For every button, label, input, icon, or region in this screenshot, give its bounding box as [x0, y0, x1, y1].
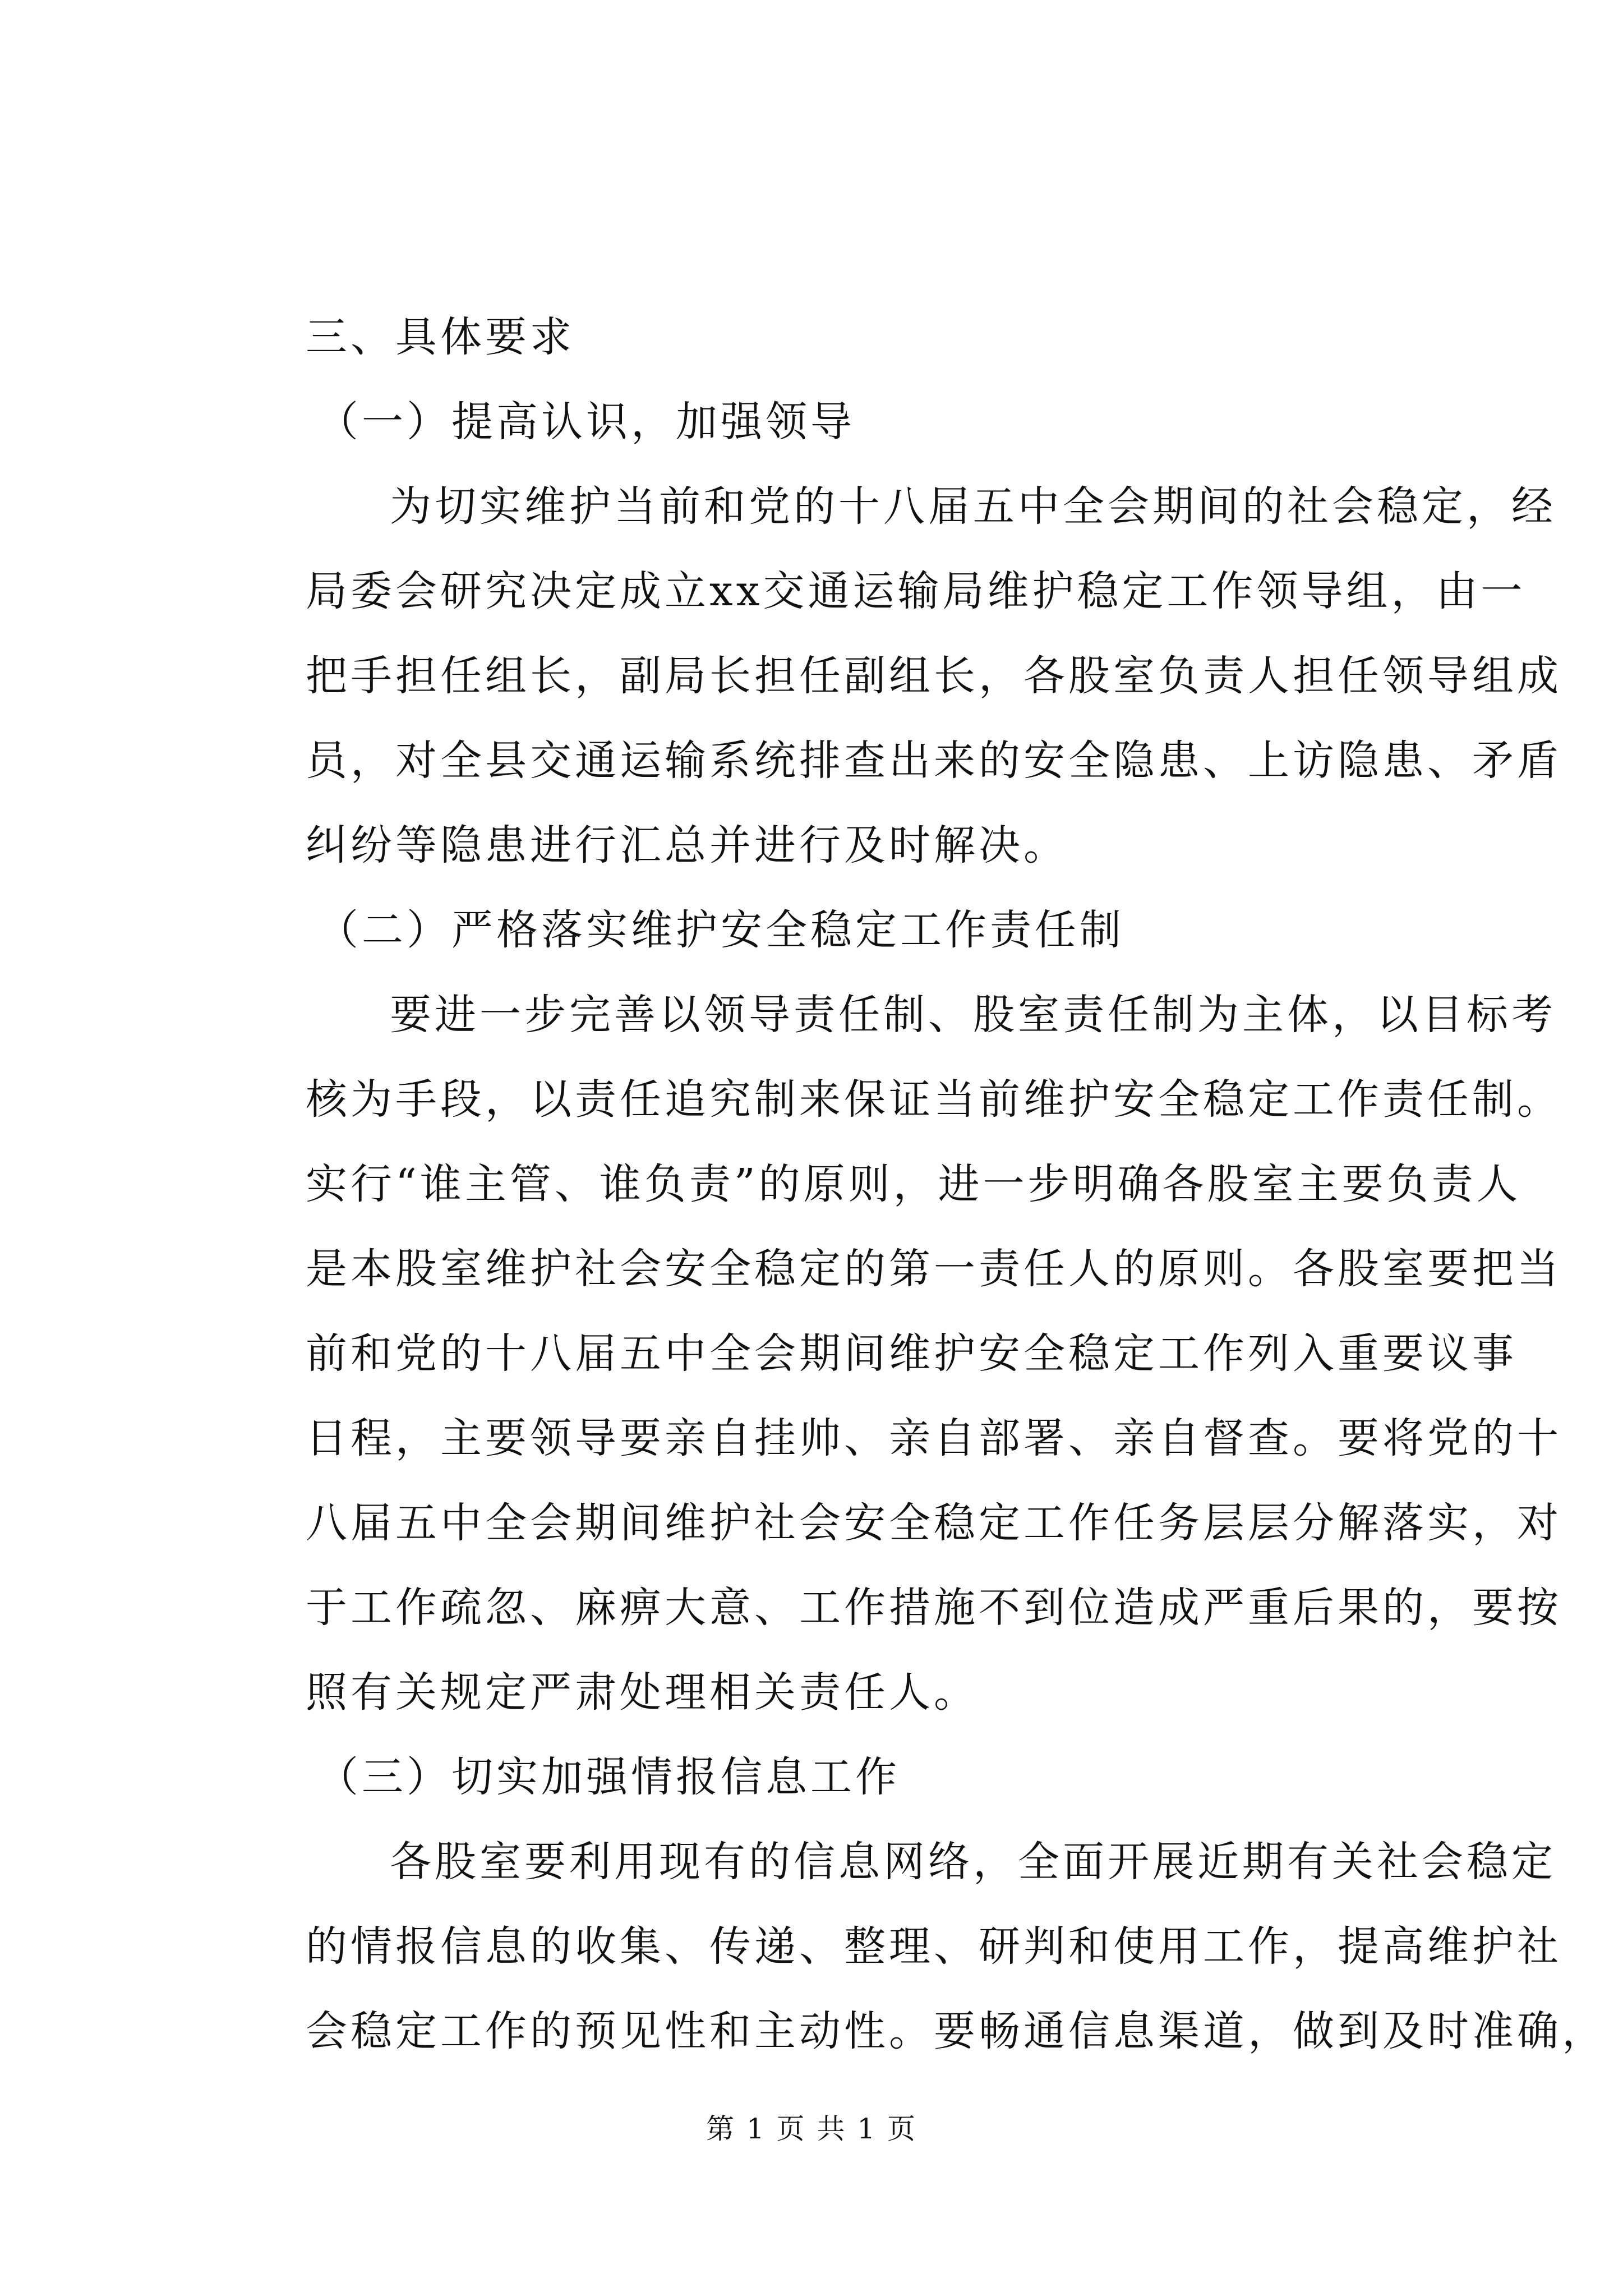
document-body [306, 295, 1607, 2074]
paragraph-2-line-5: 前和党的十八届五中全会期间维护安全稳定工作列入重要议事 [306, 1329, 1517, 1378]
paragraph-1-line-5: 纠纷等隐患进行汇总并进行及时解决。 [306, 821, 1068, 869]
section-title: 三、具体要求 [306, 313, 575, 361]
paragraph-3-line-3: 会稳定工作的预见性和主动性。要畅通信息渠道，做到及时准确， [306, 2007, 1607, 2055]
page-footer: 第 1 页 共 1 页 [706, 2113, 917, 2145]
paragraph-2-line-6: 日程，主要领导要亲自挂帅、亲自部署、亲自督查。要将党的十 [306, 1414, 1562, 1462]
paragraph-2-line-8: 于工作疏忽、麻痹大意、工作措施不到位造成严重后果的，要按 [306, 1584, 1562, 1632]
paragraph-2-line-4: 是本股室维护社会安全稳定的第一责任人的原则。各股室要把当 [306, 1245, 1562, 1293]
paragraph-2-line-1: 要进一步完善以领导责任制、股室责任制为主体，以目标考 [390, 991, 1556, 1039]
paragraph-1-line-3: 把手担任组长，副局长担任副组长，各股室负责人担任领导组成 [306, 652, 1562, 700]
paragraph-2-line-3: 实行“谁主管、谁负责”的原则，进一步明确各股室主要负责人 [306, 1160, 1521, 1208]
paragraph-2-line-2: 核为手段，以责任追究制来保证当前维护安全稳定工作责任制。 [306, 1075, 1562, 1124]
paragraph-1-line-4: 员，对全县交通运输系统排查出来的安全隐患、上访隐患、矛盾 [306, 737, 1562, 785]
subsection-title-3: （三）切实加强情报信息工作 [317, 1753, 900, 1801]
subsection-title-2: （二）严格落实维护安全稳定工作责任制 [317, 906, 1124, 954]
paragraph-1-line-1: 为切实维护当前和党的十八届五中全会期间的社会稳定，经 [390, 482, 1556, 531]
paragraph-2-line-7: 八届五中全会期间维护社会安全稳定工作任务层层分解落实，对 [306, 1499, 1562, 1547]
paragraph-2-line-9: 照有关规定严肃处理相关责任人。 [306, 1668, 979, 1717]
paragraph-3-line-1: 各股室要利用现有的信息网络，全面开展近期有关社会稳定 [390, 1838, 1556, 1886]
paragraph-1-line-2: 局委会研究决定成立xx交通运输局维护稳定工作领导组，由一 [306, 567, 1526, 615]
subsection-title-1: （一）提高认识，加强领导 [317, 398, 855, 446]
paragraph-3-line-2: 的情报信息的收集、传递、整理、研判和使用工作，提高维护社 [306, 1922, 1562, 1971]
